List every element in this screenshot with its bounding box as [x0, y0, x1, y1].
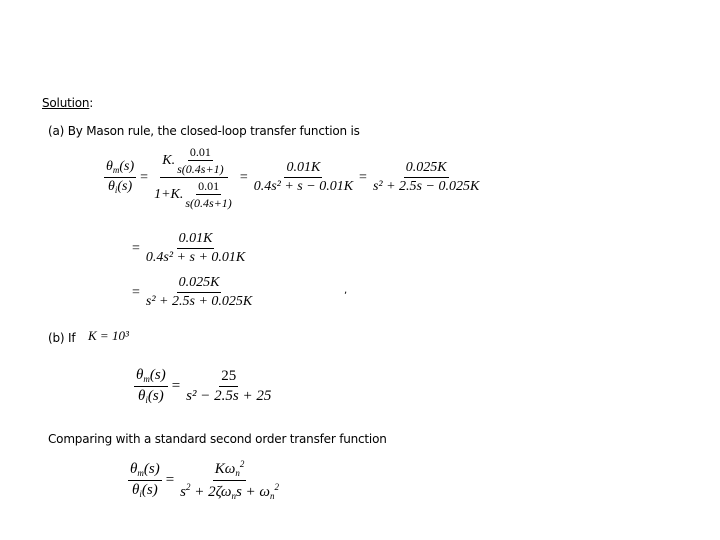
eq1-right: [371, 161, 481, 194]
eq1-middle-numerator: 0.01K: [284, 161, 322, 178]
equation-4: $\frac{\theta_m(s)}{\theta_i(s)}$ = $\frac{25}{\text{s² − 2.5s + 25}}$: [136, 367, 272, 405]
eq2-denominator: 0.4s² + s + 0.01K: [145, 250, 246, 265]
eq1-right-denominator: s² + 2.5s − 0.025K: [372, 179, 480, 194]
eq1-lhs: [104, 160, 136, 195]
eq5-lhs-numerator: $\theta_m(s)$: [128, 462, 162, 481]
equation-2: = $\frac{0.01K}{\text{0.4s² + s + 0.01K}}$: [132, 231, 246, 265]
eq1-middle: [252, 161, 355, 194]
eq4-lhs-denominator: $\theta_i(s)$: [137, 388, 164, 405]
equation-5: $\frac{\theta_m(s)}{\theta_i(s)}$ = $\frac{K\omega_n^2}{s^2 + 2\zeta\omega_ns + \omega_n^2}$: [130, 459, 280, 501]
eq1-g-denominator-2: s(0.4s+1): [185, 196, 232, 210]
equation-3: = $\frac{0.025K}{\text{s² + 2.5s + 0.025K}}$: [132, 275, 253, 309]
eq1-right-numerator: 0.025K: [404, 161, 449, 178]
eq2-numerator: 0.01K: [177, 232, 215, 249]
eq1-g-numerator-2: 0.01: [198, 179, 220, 193]
eq1-one-plus-k: 1+K.: [154, 186, 184, 202]
eq1-g-denominator: s(0.4s+1): [177, 162, 224, 176]
eq5-lhs-denominator: $\theta_i(s)$: [131, 482, 158, 499]
solution-label: Solution: [42, 96, 90, 110]
solution-colon: :: [89, 96, 94, 110]
comparing-text: Comparing with a standard second order transfer function: [48, 432, 387, 446]
part-b-label: (b) If: [48, 331, 76, 345]
eq3-denominator: s² + 2.5s + 0.025K: [145, 294, 253, 309]
eq1-lhs-denominator: $\theta_i(s)$: [107, 179, 133, 195]
eq5-denominator: $s^2 + 2\zeta\omega_ns + \omega_n^2$: [180, 482, 280, 501]
eq5-numerator: $K\omega_n^2$: [213, 460, 247, 481]
part-a-text: (a) By Mason rule, the closed-loop transfer function is: [48, 124, 360, 138]
eq4-numerator: 25: [219, 369, 238, 387]
eq1-middle-denominator: 0.4s² + s − 0.01K: [253, 179, 354, 194]
eq3-numerator: 0.025K: [177, 276, 222, 293]
k-value: K = 10³: [88, 328, 129, 343]
equation-closed-loop-tf: $\frac{\theta_m(s)}{\theta_i(s)}$ = K. $\frac{0.01}{s(0.4s+1)}$ 1+K. $\frac{0.01}{s(0.4s+1)}$ = $\frac{0.01K}{\text{0.4s² + s − 0.01K}}$ = $\frac{0.025K}{\text{s² + 2.5s − 0.025K}}$: [106, 145, 480, 210]
eq4-denominator: s² − 2.5s + 25: [186, 388, 272, 404]
eq4-lhs-numerator: $\theta_m(s)$: [134, 368, 168, 387]
eq1-lhs-numerator: $\theta_m(s)$: [104, 160, 136, 178]
eq1-compound-fraction: [152, 146, 236, 209]
stray-mark: ,: [344, 285, 347, 296]
eq1-gain: K.: [162, 152, 176, 168]
eq1-g-numerator: 0.01: [189, 145, 211, 159]
solution-heading: [42, 96, 93, 110]
